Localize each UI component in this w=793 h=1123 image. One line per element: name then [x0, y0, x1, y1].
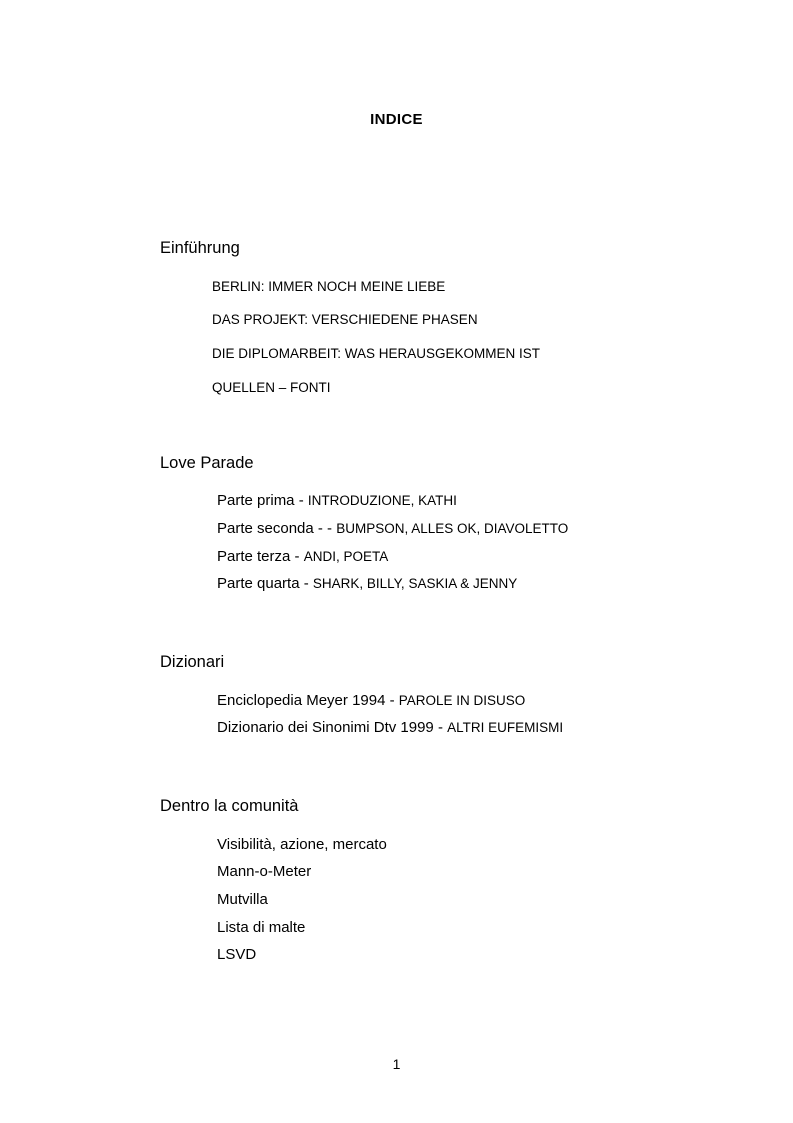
- toc-item: [217, 719, 563, 737]
- toc-item-caps: INTRODUZIONE, KATHI: [307, 493, 457, 508]
- toc-item: [217, 575, 517, 593]
- toc-item: BERLIN: IMMER NOCH MEINE LIEBE: [212, 279, 446, 294]
- toc-item-lead: Parte seconda - -: [217, 520, 337, 537]
- toc-item: DAS PROJEKT: VERSCHIEDENE PHASEN: [212, 312, 478, 327]
- toc-item-lead: Parte quarta -: [217, 575, 313, 592]
- toc-item: Lista di malte: [217, 919, 306, 936]
- section-heading-einfuhrung: Einführung: [160, 239, 240, 257]
- toc-item: [217, 548, 388, 566]
- page-title: INDICE: [370, 111, 423, 128]
- toc-item-caps: PAROLE IN DISUSO: [398, 693, 526, 708]
- section-heading-dentro-la-comunita: Dentro la comunità: [160, 797, 299, 815]
- toc-item-lead: Parte prima -: [217, 492, 308, 509]
- toc-item-caps: BUMPSON, ALLES OK, DIAVOLETTO: [336, 521, 569, 536]
- toc-item-caps: SHARK, BILLY, SASKIA & JENNY: [312, 576, 518, 591]
- toc-item-caps: ANDI, POETA: [303, 549, 389, 564]
- toc-item-lead: Enciclopedia Meyer 1994 -: [217, 692, 399, 709]
- toc-item: LSVD: [217, 946, 257, 963]
- toc-item: [217, 520, 568, 538]
- section-heading-dizionari: Dizionari: [160, 653, 225, 671]
- page-number: 1: [392, 1056, 401, 1072]
- section-heading-love-parade: Love Parade: [160, 454, 254, 472]
- toc-item-caps: ALTRI EUFEMISMI: [447, 720, 564, 735]
- toc-item: Mann-o-Meter: [217, 863, 312, 880]
- toc-item: [217, 692, 525, 710]
- toc-item: DIE DIPLOMARBEIT: WAS HERAUSGEKOMMEN IST: [212, 346, 541, 361]
- toc-item: Visibilità, azione, mercato: [217, 836, 387, 853]
- toc-item-lead: Parte terza -: [217, 548, 304, 565]
- toc-item: [217, 492, 457, 510]
- toc-item: Mutvilla: [217, 891, 268, 908]
- toc-item-lead: Dizionario dei Sinonimi Dtv 1999 -: [217, 719, 448, 736]
- toc-item: QUELLEN – FONTI: [212, 380, 331, 395]
